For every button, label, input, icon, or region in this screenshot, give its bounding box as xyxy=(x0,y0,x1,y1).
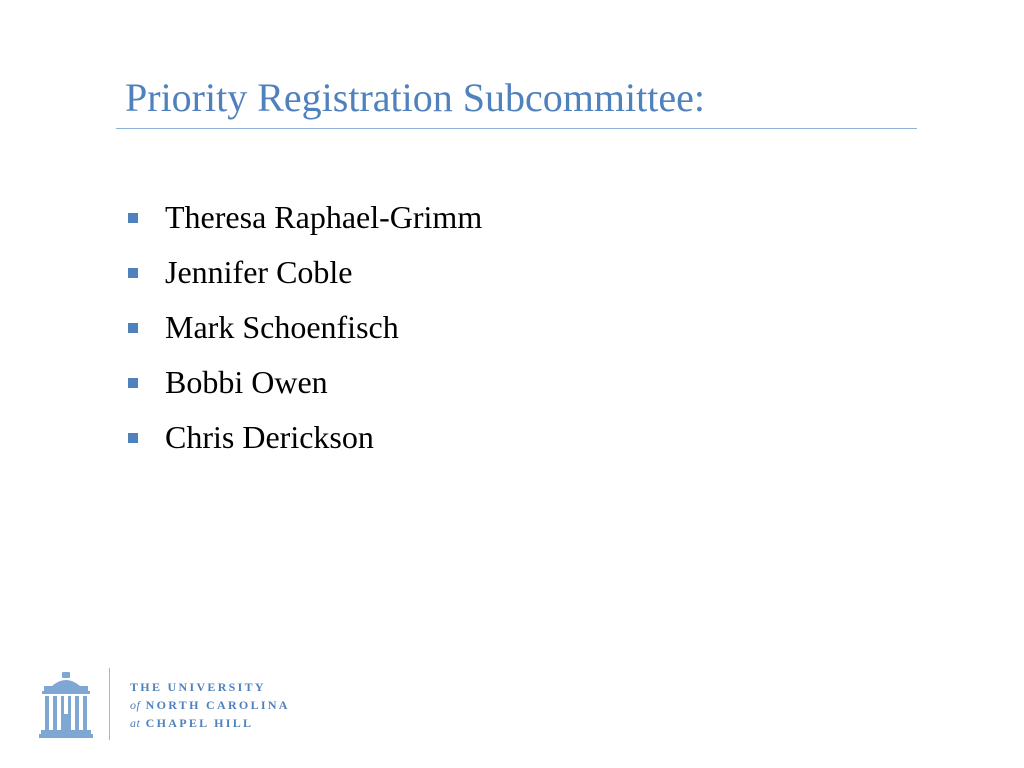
member-name: Bobbi Owen xyxy=(165,364,328,400)
wordmark-line-3 xyxy=(130,714,290,732)
list-item xyxy=(128,355,482,410)
wordmark-line-1: THE UNIVERSITY xyxy=(130,680,266,694)
square-bullet-icon xyxy=(128,213,138,223)
square-bullet-icon xyxy=(128,378,138,388)
wordmark-prefix-at: at xyxy=(130,716,141,730)
member-name: Jennifer Coble xyxy=(165,254,353,290)
list-item xyxy=(128,410,482,465)
university-wordmark xyxy=(130,678,290,732)
list-item xyxy=(128,245,482,300)
list-item xyxy=(128,190,482,245)
member-name: Chris Derickson xyxy=(165,419,374,455)
logo-divider xyxy=(109,668,110,740)
member-name: Mark Schoenfisch xyxy=(165,309,399,345)
old-well-icon xyxy=(38,670,94,740)
square-bullet-icon xyxy=(128,268,138,278)
square-bullet-icon xyxy=(128,323,138,333)
university-logo xyxy=(38,668,308,744)
wordmark-state: NORTH CAROLINA xyxy=(145,698,290,712)
member-name: Theresa Raphael-Grimm xyxy=(165,199,483,235)
wordmark-prefix-of: of xyxy=(130,698,141,712)
wordmark-city: CHAPEL HILL xyxy=(145,716,254,730)
title-divider xyxy=(116,128,917,129)
square-bullet-icon xyxy=(128,433,138,443)
list-item xyxy=(128,300,482,355)
wordmark-line-2 xyxy=(130,696,290,714)
slide-title: Priority Registration Subcommittee: xyxy=(125,75,705,120)
member-list xyxy=(128,190,482,465)
